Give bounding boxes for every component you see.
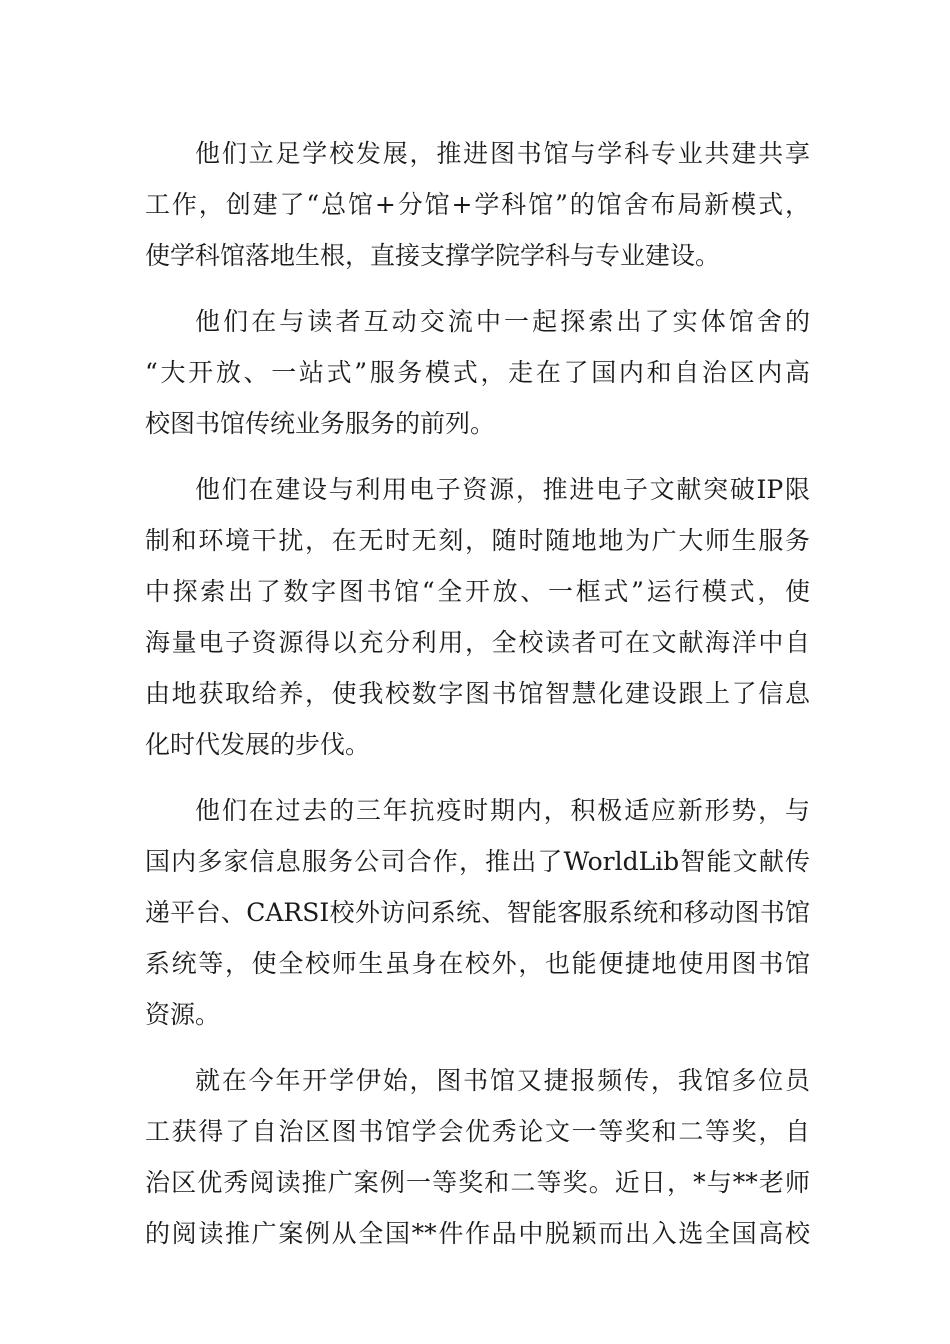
text-line: 治区优秀阅读推广案例一等奖和二等奖。近日，*与**老师 [145,1168,810,1197]
paragraph-4 [145,785,810,1040]
text-line: 递平台、CARSI校外访问系统、智能客服系统和移动图书馆 [145,898,810,927]
text-line: 他们在与读者互动交流中一起探索出了实体馆舍的 [195,307,810,336]
text-line: 由地获取给养，使我校数字图书馆智慧化建设跟上了信息 [145,679,810,708]
text-line: 他们在建设与利用电子资源，推进电子文献突破IP限 [195,475,810,504]
text-line: 工作，创建了“总馆+分馆+学科馆”的馆舍布局新模式， [145,190,810,219]
text-line: 化时代发展的步伐。 [145,730,371,759]
text-line: 中探索出了数字图书馆“全开放、一框式”运行模式，使 [145,577,810,606]
paragraph-1 [145,128,810,281]
text-line: 海量电子资源得以充分利用，全校读者可在文献海洋中自 [145,628,810,657]
text-line: 工获得了自治区图书馆学会优秀论文一等奖和二等奖，自 [145,1117,810,1146]
document-page [145,128,810,1274]
text-line: 使学科馆落地生根，直接支撑学院学科与专业建设。 [145,241,721,270]
paragraph-5 [145,1055,810,1259]
text-line: 资源。 [145,1000,221,1029]
text-line: 校图书馆传统业务服务的前列。 [145,409,496,438]
paragraph-2 [145,296,810,449]
text-line: 的阅读推广案例从全国**件作品中脱颖而出入选全国高校 [145,1219,810,1248]
text-line: 就在今年开学伊始，图书馆又捷报频传，我馆多位员 [195,1066,810,1095]
text-line: 制和环境干扰，在无时无刻，随时随地地为广大师生服务 [145,526,810,555]
paragraph-3 [145,464,810,770]
text-line: 他们立足学校发展，推进图书馆与学科专业共建共享 [195,139,810,168]
text-line: 国内多家信息服务公司合作，推出了WorldLib智能文献传 [145,847,810,876]
text-line: 他们在过去的三年抗疫时期内，积极适应新形势，与 [195,796,810,825]
text-line: 系统等，使全校师生虽身在校外，也能便捷地使用图书馆 [145,949,810,978]
text-line: “大开放、一站式”服务模式，走在了国内和自治区内高 [145,358,810,387]
